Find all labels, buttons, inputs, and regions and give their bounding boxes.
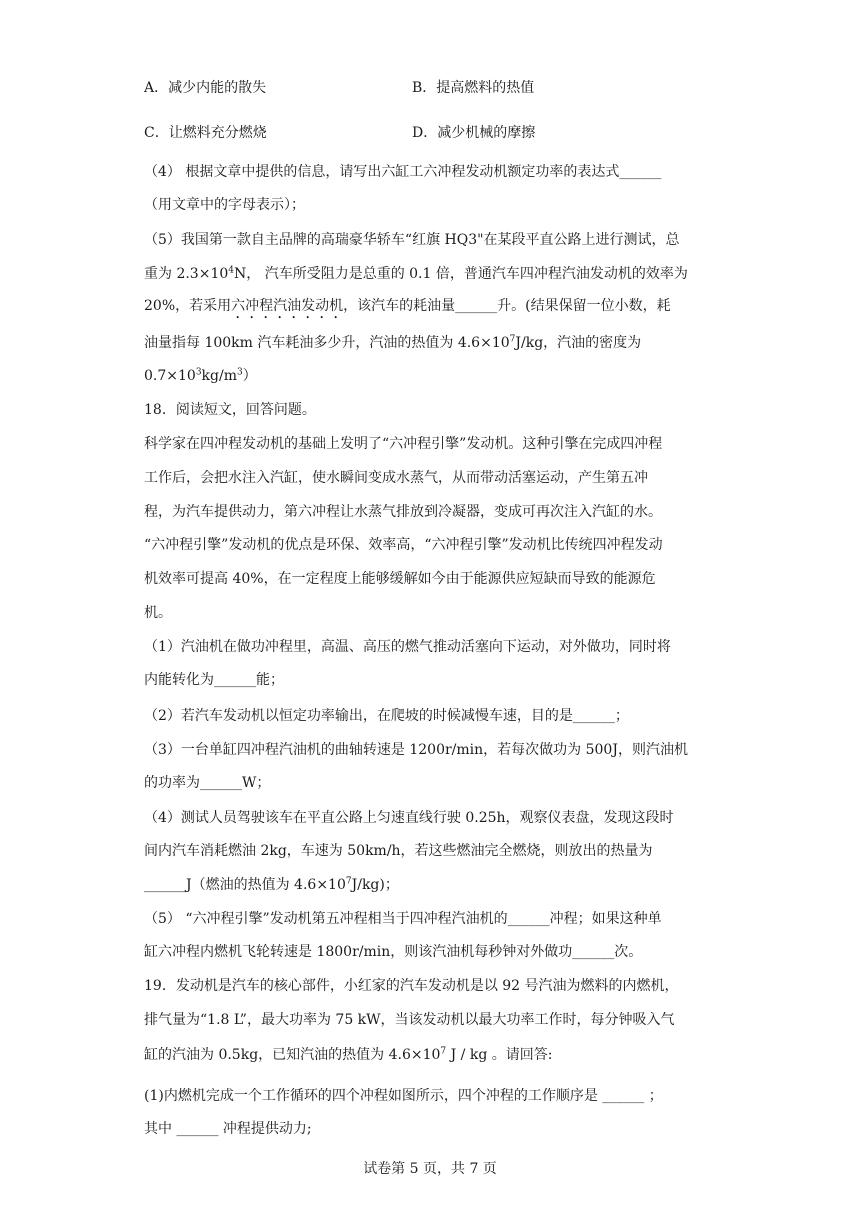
q18-sub5-line1: （5） “六冲程引擎”发动机第五冲程相当于四冲程汽油机的______冲程；如果这种单 [144, 911, 662, 927]
option-c: C．让燃料充分燃烧 [144, 125, 267, 141]
q17-part4-line2: （用文章中的字母表示）； [144, 197, 305, 213]
q19-sub1-line2: 其中 ______ 冲程提供动力; [144, 1121, 312, 1137]
q18-sub1-line2: 内能转化为______能； [144, 672, 284, 688]
q19-line1: 19．发动机是汽车的核心部件，小红家的汽车发动机是以 92 号汽油为燃料的内燃机， [144, 978, 679, 994]
q19-line3: 缸的汽油为 0.5kg，已知汽油的热值为 $4.6\times 10^7$ J / kg 。请回答: [144, 1046, 553, 1063]
q17-part5-line5: $0.7\times 10^3kg/m^3$） [144, 367, 257, 384]
q18-sub3-line2: 的功率为______W； [144, 775, 271, 791]
emphasis-dotted-text: 六冲程汽油发动机 [231, 298, 344, 314]
q18-passage-line: 机。 [144, 605, 172, 621]
q19-line2: 排气量为“1.8 L”，最大功率为 75 kW，当该发动机以最大功率工作时，每分钟吸入气 [144, 1012, 675, 1028]
q18-sub5-line2: 缸六冲程内燃机飞轮转速是 1800r/min，则该汽油机每秒钟对外做功______次。 [144, 944, 643, 960]
q18-passage-line: 工作后，会把水注入汽缸，使水瞬间变成水蒸气，从而带动活塞运动，产生第五冲 [144, 470, 648, 486]
q18-passage-line: 机效率可提高 40%，在一定程度上能够缓解如今由于能源供应短缺而导致的能源危 [144, 571, 656, 587]
q18-sub4-line2: 间内汽车消耗燃油 2kg，车速为 50km/h，若这些燃油完全燃烧，则放出的热量为 [144, 843, 653, 859]
option-a: A．减少内能的散失 [144, 80, 267, 96]
q17-part4-line1: （4） 根据文章中提供的信息，请写出六缸工六冲程发动机额定功率的表达式______ [144, 164, 662, 180]
q18-passage-line: 程，为汽车提供动力，第六冲程让水蒸气排放到冷凝器，变成可再次注入汽缸的水。 [144, 504, 662, 520]
q17-part5-line3: 20%，若采用六冲程汽油发动机，该汽车的耗油量______升。(结果保留一位小数，耗 [144, 298, 671, 314]
q19-sub1-line1: (1)内燃机完成一个工作循环的四个冲程如图所示，四个冲程的工作顺序是 ______ ； [144, 1088, 663, 1104]
q17-part5-line4: 油量指每 100km 汽车耗油多少升，汽油的热值为 $4.6\times 10^7J/kg$，汽油的密度为 [144, 334, 642, 351]
q18-passage-line: “六冲程引擎”发动机的优点是环保、效率高，“六冲程引擎”发动机比传统四冲程发动 [144, 537, 663, 553]
q17-part5-line2: 重为 $2.3\times 10^4N$， 汽车所受阻力是总重的 0.1 倍，普通汽车四冲程汽油发动机的效率为 [144, 265, 688, 282]
q18-sub4-line3: ______J（燃油的热值为 $4.6\times 10^7J/kg$)； [144, 876, 399, 893]
q18-sub4-line1: （4）测试人员驾驶该车在平直公路上匀速直线行驶 0.25h，观察仪表盘，发现这段时 [144, 810, 674, 826]
option-b: B．提高燃料的热值 [412, 80, 535, 96]
page-footer: 试卷第 5 页，共 7 页 [363, 1161, 497, 1177]
q18-sub1-line1: （1）汽油机在做功冲程里，高温、高压的燃气推动活塞向下运动，对外做功，同时将 [144, 639, 671, 655]
q18-sub2: （2）若汽车发动机以恒定功率输出，在爬坡的时候减慢车速，目的是______； [144, 708, 629, 724]
q18-sub3-line1: （3）一台单缸四冲程汽油机的曲轴转速是 1200r/min，若每次做功为 500J，则汽油机 [144, 742, 688, 758]
q18-passage-line: 科学家在四冲程发动机的基础上发明了“六冲程引擎”发动机。这种引擎在完成四冲程 [144, 436, 663, 452]
option-d: D．减少机械的摩擦 [412, 125, 536, 141]
q17-part5-line1: （5）我国第一款自主品牌的高瑞豪华轿车“红旗 HQ3"在某段平直公路上进行测试，总 [144, 232, 680, 248]
q18-title: 18．阅读短文，回答问题。 [144, 402, 316, 418]
